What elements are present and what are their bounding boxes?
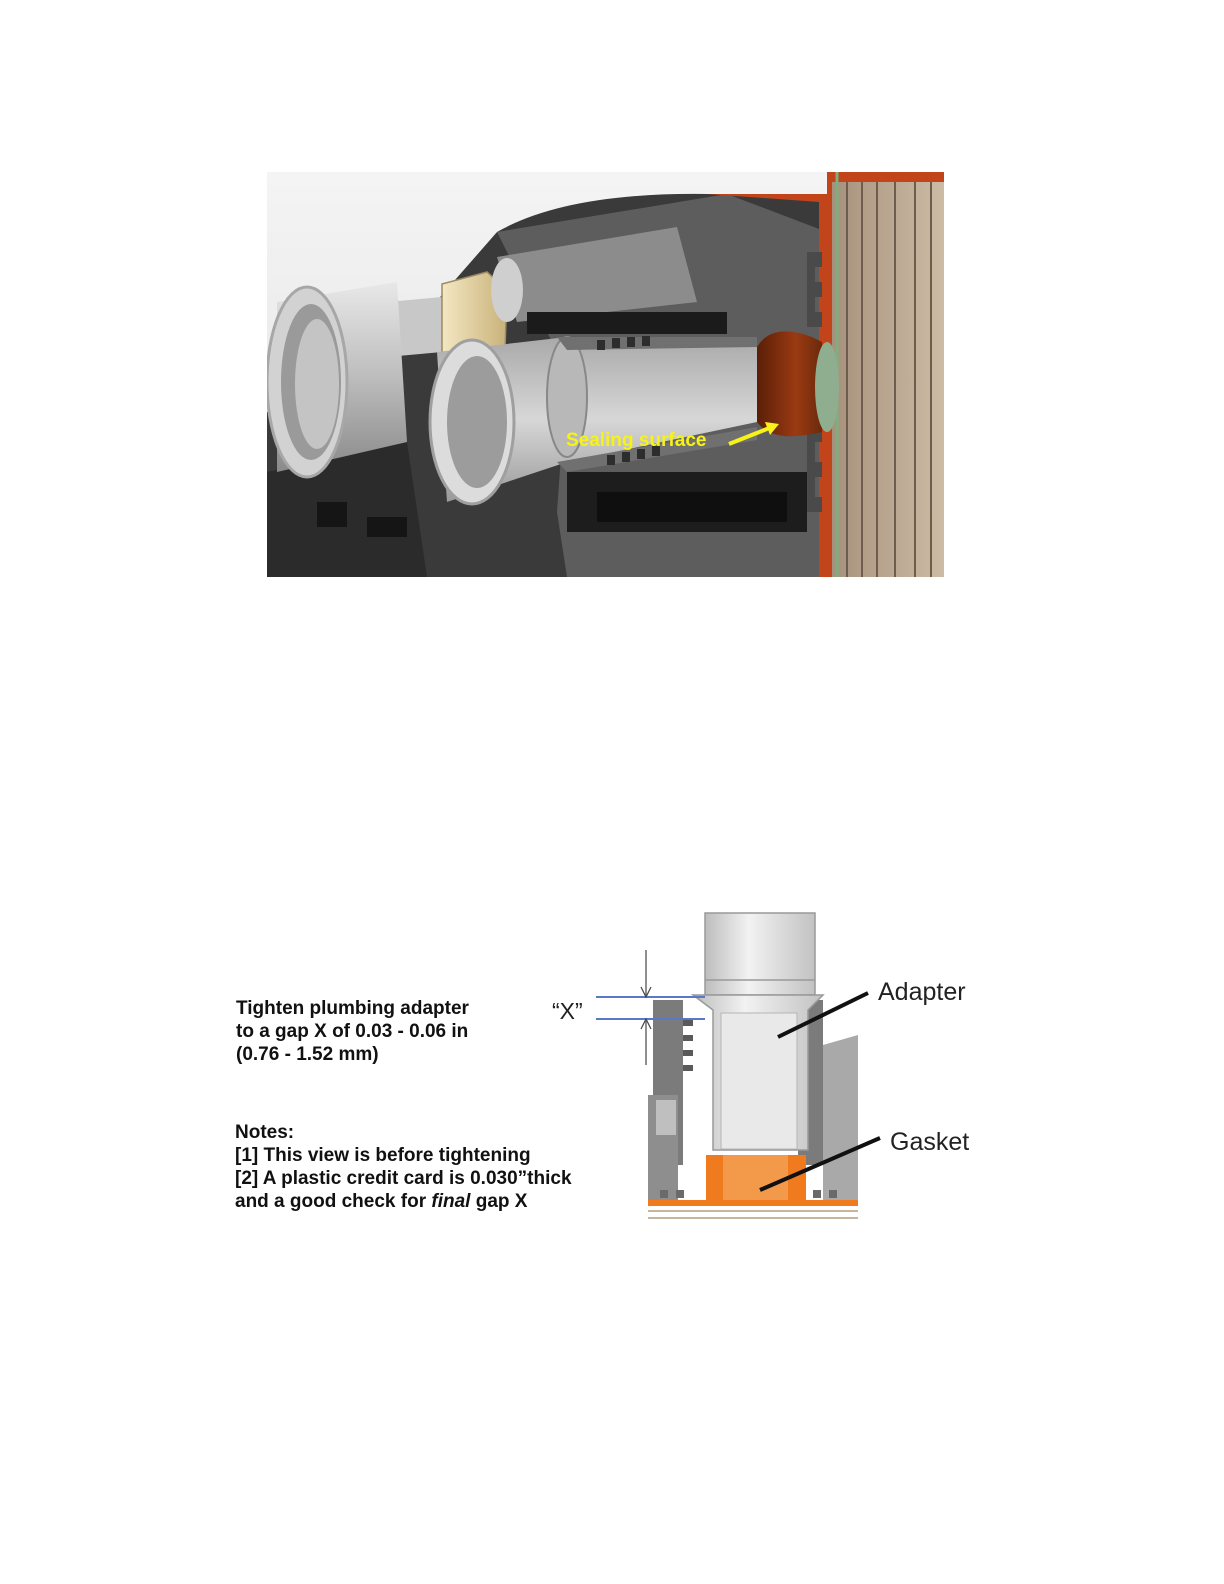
tightening-instructions <box>236 997 536 1066</box>
note-2: [2] A plastic credit card is 0.030”thick <box>235 1168 572 1189</box>
cutaway-illustration <box>267 172 944 577</box>
sealing-surface-label: Sealing surface <box>566 430 707 451</box>
notes-block <box>235 1121 615 1213</box>
sealing-surface-figure <box>267 172 944 577</box>
note-3-emphasis: final <box>431 1191 471 1212</box>
note-3-suffix: gap X <box>470 1191 528 1212</box>
notes-heading: Notes: <box>235 1122 295 1143</box>
gasket-label: Gasket <box>890 1128 970 1156</box>
adapter-label: Adapter <box>878 978 966 1006</box>
instruction-line-3: (0.76 - 1.52 mm) <box>236 1044 379 1065</box>
gap-x-label: “X” <box>552 998 583 1024</box>
note-1: [1] This view is before tightening <box>235 1145 531 1166</box>
note-3 <box>235 1190 615 1213</box>
note-3-prefix: and a good check for <box>235 1191 432 1212</box>
instruction-line-2: to a gap X of 0.03 - 0.06 in <box>236 1021 469 1042</box>
instruction-line-1: Tighten plumbing adapter <box>236 998 469 1019</box>
